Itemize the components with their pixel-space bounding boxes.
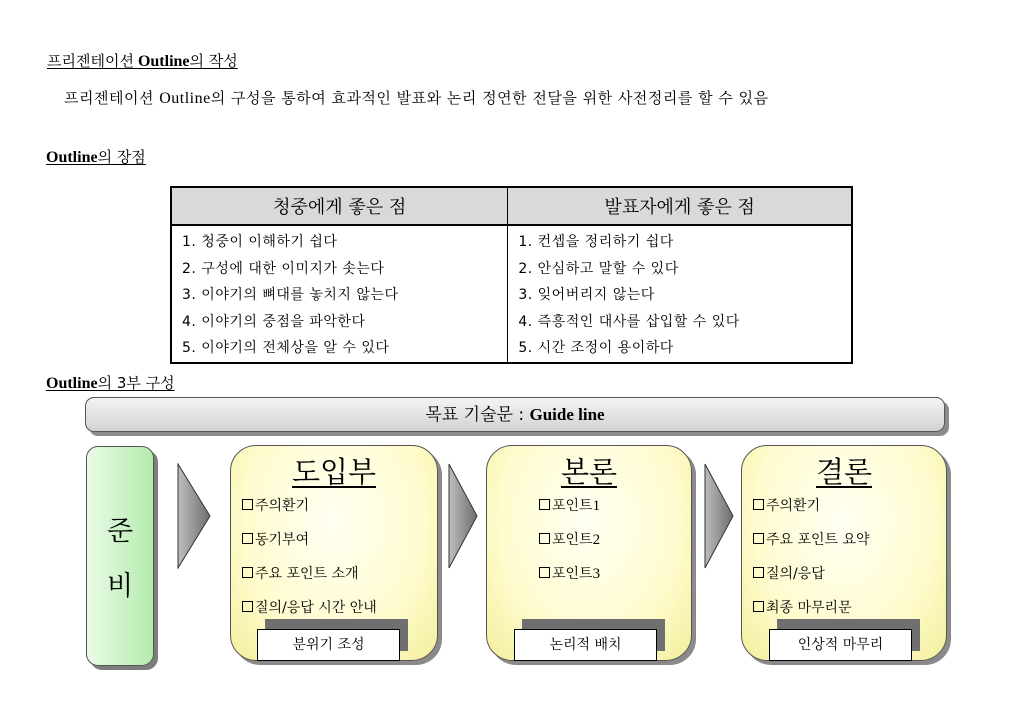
item-text: 주요 포인트 요약 <box>766 532 870 548</box>
list-item: 1. 컨셉을 정리하기 쉽다 <box>518 234 674 250</box>
item-text: 질의/응답 <box>766 566 825 582</box>
intro-title: 도입부 <box>291 455 377 489</box>
heading-latin-text: Outline <box>46 149 98 166</box>
body-footer-label: 논리적 배치 <box>514 629 657 661</box>
list-item <box>242 557 377 591</box>
table-header-row <box>171 187 852 225</box>
list-item: 4. 이야기의 중점을 파악한다 <box>182 313 366 330</box>
list-item <box>242 523 377 557</box>
list-item: 5. 이야기의 전체상을 알 수 있다 <box>182 340 390 357</box>
checkbox-icon <box>242 567 253 578</box>
body-footer <box>514 629 657 661</box>
preparation-box <box>86 446 154 666</box>
conclusion-title: 결론 <box>815 455 873 489</box>
list-item: 3. 잊어버리지 않는다 <box>518 287 655 304</box>
item-text: 포인트 <box>552 532 593 548</box>
checkbox-icon <box>753 533 764 544</box>
para-latin: Outline <box>159 90 211 107</box>
item-text: 주의환기 <box>766 498 821 514</box>
heading-rest-text: 의 3부 구성 <box>97 374 175 392</box>
list-item: 2. 안심하고 말할 수 있다 <box>518 260 679 277</box>
conclusion-footer <box>769 629 912 661</box>
list-item: 2. 구성에 대한 이미지가 솟는다 <box>182 260 385 277</box>
advantages-table <box>170 186 853 364</box>
body-card <box>486 445 692 661</box>
prep-char-2: 비 <box>106 571 134 602</box>
intro-list <box>242 489 377 625</box>
item-text: 주요 포인트 소개 <box>255 566 359 582</box>
heading-korean-text: 프리젠테이션 <box>47 52 134 70</box>
list-item <box>753 523 870 557</box>
checkbox-icon <box>753 601 764 612</box>
heading-rest-text: 의 장점 <box>97 148 146 166</box>
item-number: 1 <box>592 498 601 514</box>
list-item <box>539 523 600 557</box>
heading-rest-text: 의 작성 <box>189 52 238 70</box>
presenter-cell <box>508 225 852 363</box>
list-item <box>753 557 870 591</box>
audience-cell <box>171 225 508 363</box>
header-presenter: 발표자에게 좋은 점 <box>508 187 852 225</box>
section-heading-outline-writing <box>47 50 238 71</box>
list-item <box>539 557 600 591</box>
item-text: 포인트 <box>552 498 593 514</box>
checkbox-icon <box>539 533 550 544</box>
chevron-right-icon <box>177 463 211 569</box>
table-body-row <box>171 225 852 363</box>
conclusion-list <box>753 489 870 625</box>
item-text: 주의환기 <box>255 498 310 514</box>
guide-latin-text: Guide line <box>529 405 605 424</box>
list-item: 4. 즉흥적인 대사를 삽입할 수 있다 <box>518 313 740 330</box>
header-audience: 청중에게 좋은 점 <box>171 187 508 225</box>
checkbox-icon <box>753 499 764 510</box>
conclusion-card <box>741 445 947 661</box>
item-text: 포인트 <box>552 566 593 582</box>
chevron-right-icon <box>704 463 734 569</box>
item-number: 2 <box>592 532 601 548</box>
guide-korean-text: 목표 기술문 : <box>425 405 530 425</box>
checkbox-icon <box>242 499 253 510</box>
conclusion-footer-label: 인상적 마무리 <box>769 629 912 661</box>
intro-card <box>230 445 438 661</box>
checkbox-icon <box>539 499 550 510</box>
para-part1: 프리젠테이션 <box>64 89 160 107</box>
list-item: 3. 이야기의 뼈대를 놓치지 않는다 <box>182 287 399 304</box>
checkbox-icon <box>242 601 253 612</box>
item-text: 최종 마무리문 <box>766 600 852 616</box>
heading-latin-text: Outline <box>46 375 98 392</box>
section-heading-three-part <box>46 372 175 393</box>
list-item: 1. 청중이 이해하기 쉽다 <box>182 234 338 250</box>
body-list <box>539 489 600 591</box>
intro-footer <box>257 629 400 661</box>
intro-footer-label: 분위기 조성 <box>257 629 400 661</box>
item-text: 동기부여 <box>255 532 310 548</box>
para-part2: 의 구성을 통하여 효과적인 발표와 논리 정연한 전달을 위한 사전정리를 할 수 있음 <box>210 89 769 107</box>
checkbox-icon <box>753 567 764 578</box>
list-item <box>539 489 600 523</box>
intro-paragraph <box>48 84 988 113</box>
section-heading-advantages <box>46 146 146 167</box>
checkbox-icon <box>242 533 253 544</box>
guide-line-bar <box>85 397 945 432</box>
body-title: 본론 <box>560 455 618 489</box>
item-text: 질의/응답 시간 안내 <box>255 600 377 616</box>
checkbox-icon <box>539 567 550 578</box>
item-number: 3 <box>592 566 601 582</box>
list-item <box>242 489 377 523</box>
list-item <box>753 489 870 523</box>
list-item: 5. 시간 조정이 용이하다 <box>518 340 674 357</box>
prep-char-1: 준 <box>106 516 134 547</box>
chevron-right-icon <box>448 463 478 569</box>
heading-latin-text: Outline <box>137 53 190 70</box>
